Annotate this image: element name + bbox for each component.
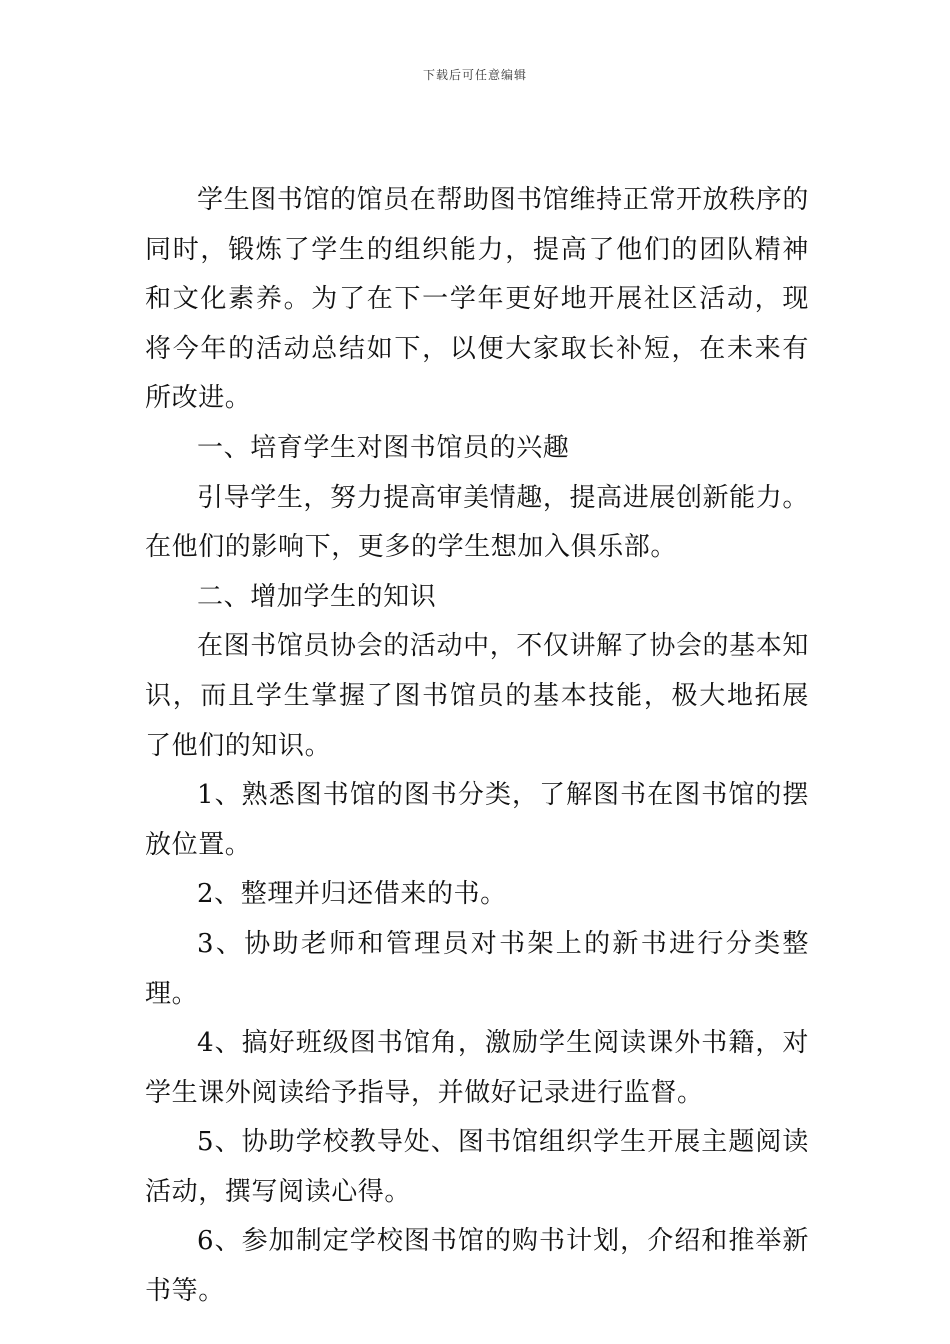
document-body	[145, 176, 809, 1317]
list-item-5: 5、协助学校教导处、图书馆组织学生开展主题阅读活动，撰写阅读心得。	[145, 1127, 809, 1207]
list-item-3: 3、协助老师和管理员对书架上的新书进行分类整理。	[145, 928, 809, 1009]
list-item-6: 6、参加制定学校图书馆的购书计划，介绍和推举新书等。	[145, 1226, 809, 1307]
section-heading-2: 二、增加学生的知识	[197, 581, 437, 612]
list-item-1: 1、熟悉图书馆的图书分类，了解图书在图书馆的摆放位置。	[145, 780, 809, 860]
section-2-paragraph: 在图书馆员协会的活动中，不仅讲解了协会的基本知识，而且学生掌握了图书馆员的基本技能，极大地拓展了他们的知识。	[145, 631, 809, 761]
section-1-paragraph: 引导学生，努力提高审美情趣，提高进展创新能力。在他们的影响下，更多的学生想加入俱乐部。	[145, 482, 809, 563]
intro-paragraph: 学生图书馆的馆员在帮助图书馆维持正常开放秩序的同时，锻炼了学生的组织能力，提高了他们的团队精神和文化素养。为了在下一学年更好地开展社区活动，现将今年的活动总结如下，以便大家取长补短，在未来有所改进。	[145, 185, 809, 414]
list-item-4: 4、搞好班级图书馆角，激励学生阅读课外书籍，对学生课外阅读给予指导，并做好记录进行监督。	[145, 1028, 809, 1108]
list-item-2: 2、整理并归还借来的书。	[197, 879, 507, 910]
section-heading-1: 一、培育学生对图书馆员的兴趣	[197, 432, 570, 463]
page-header: 下载后可任意编辑	[422, 68, 527, 82]
